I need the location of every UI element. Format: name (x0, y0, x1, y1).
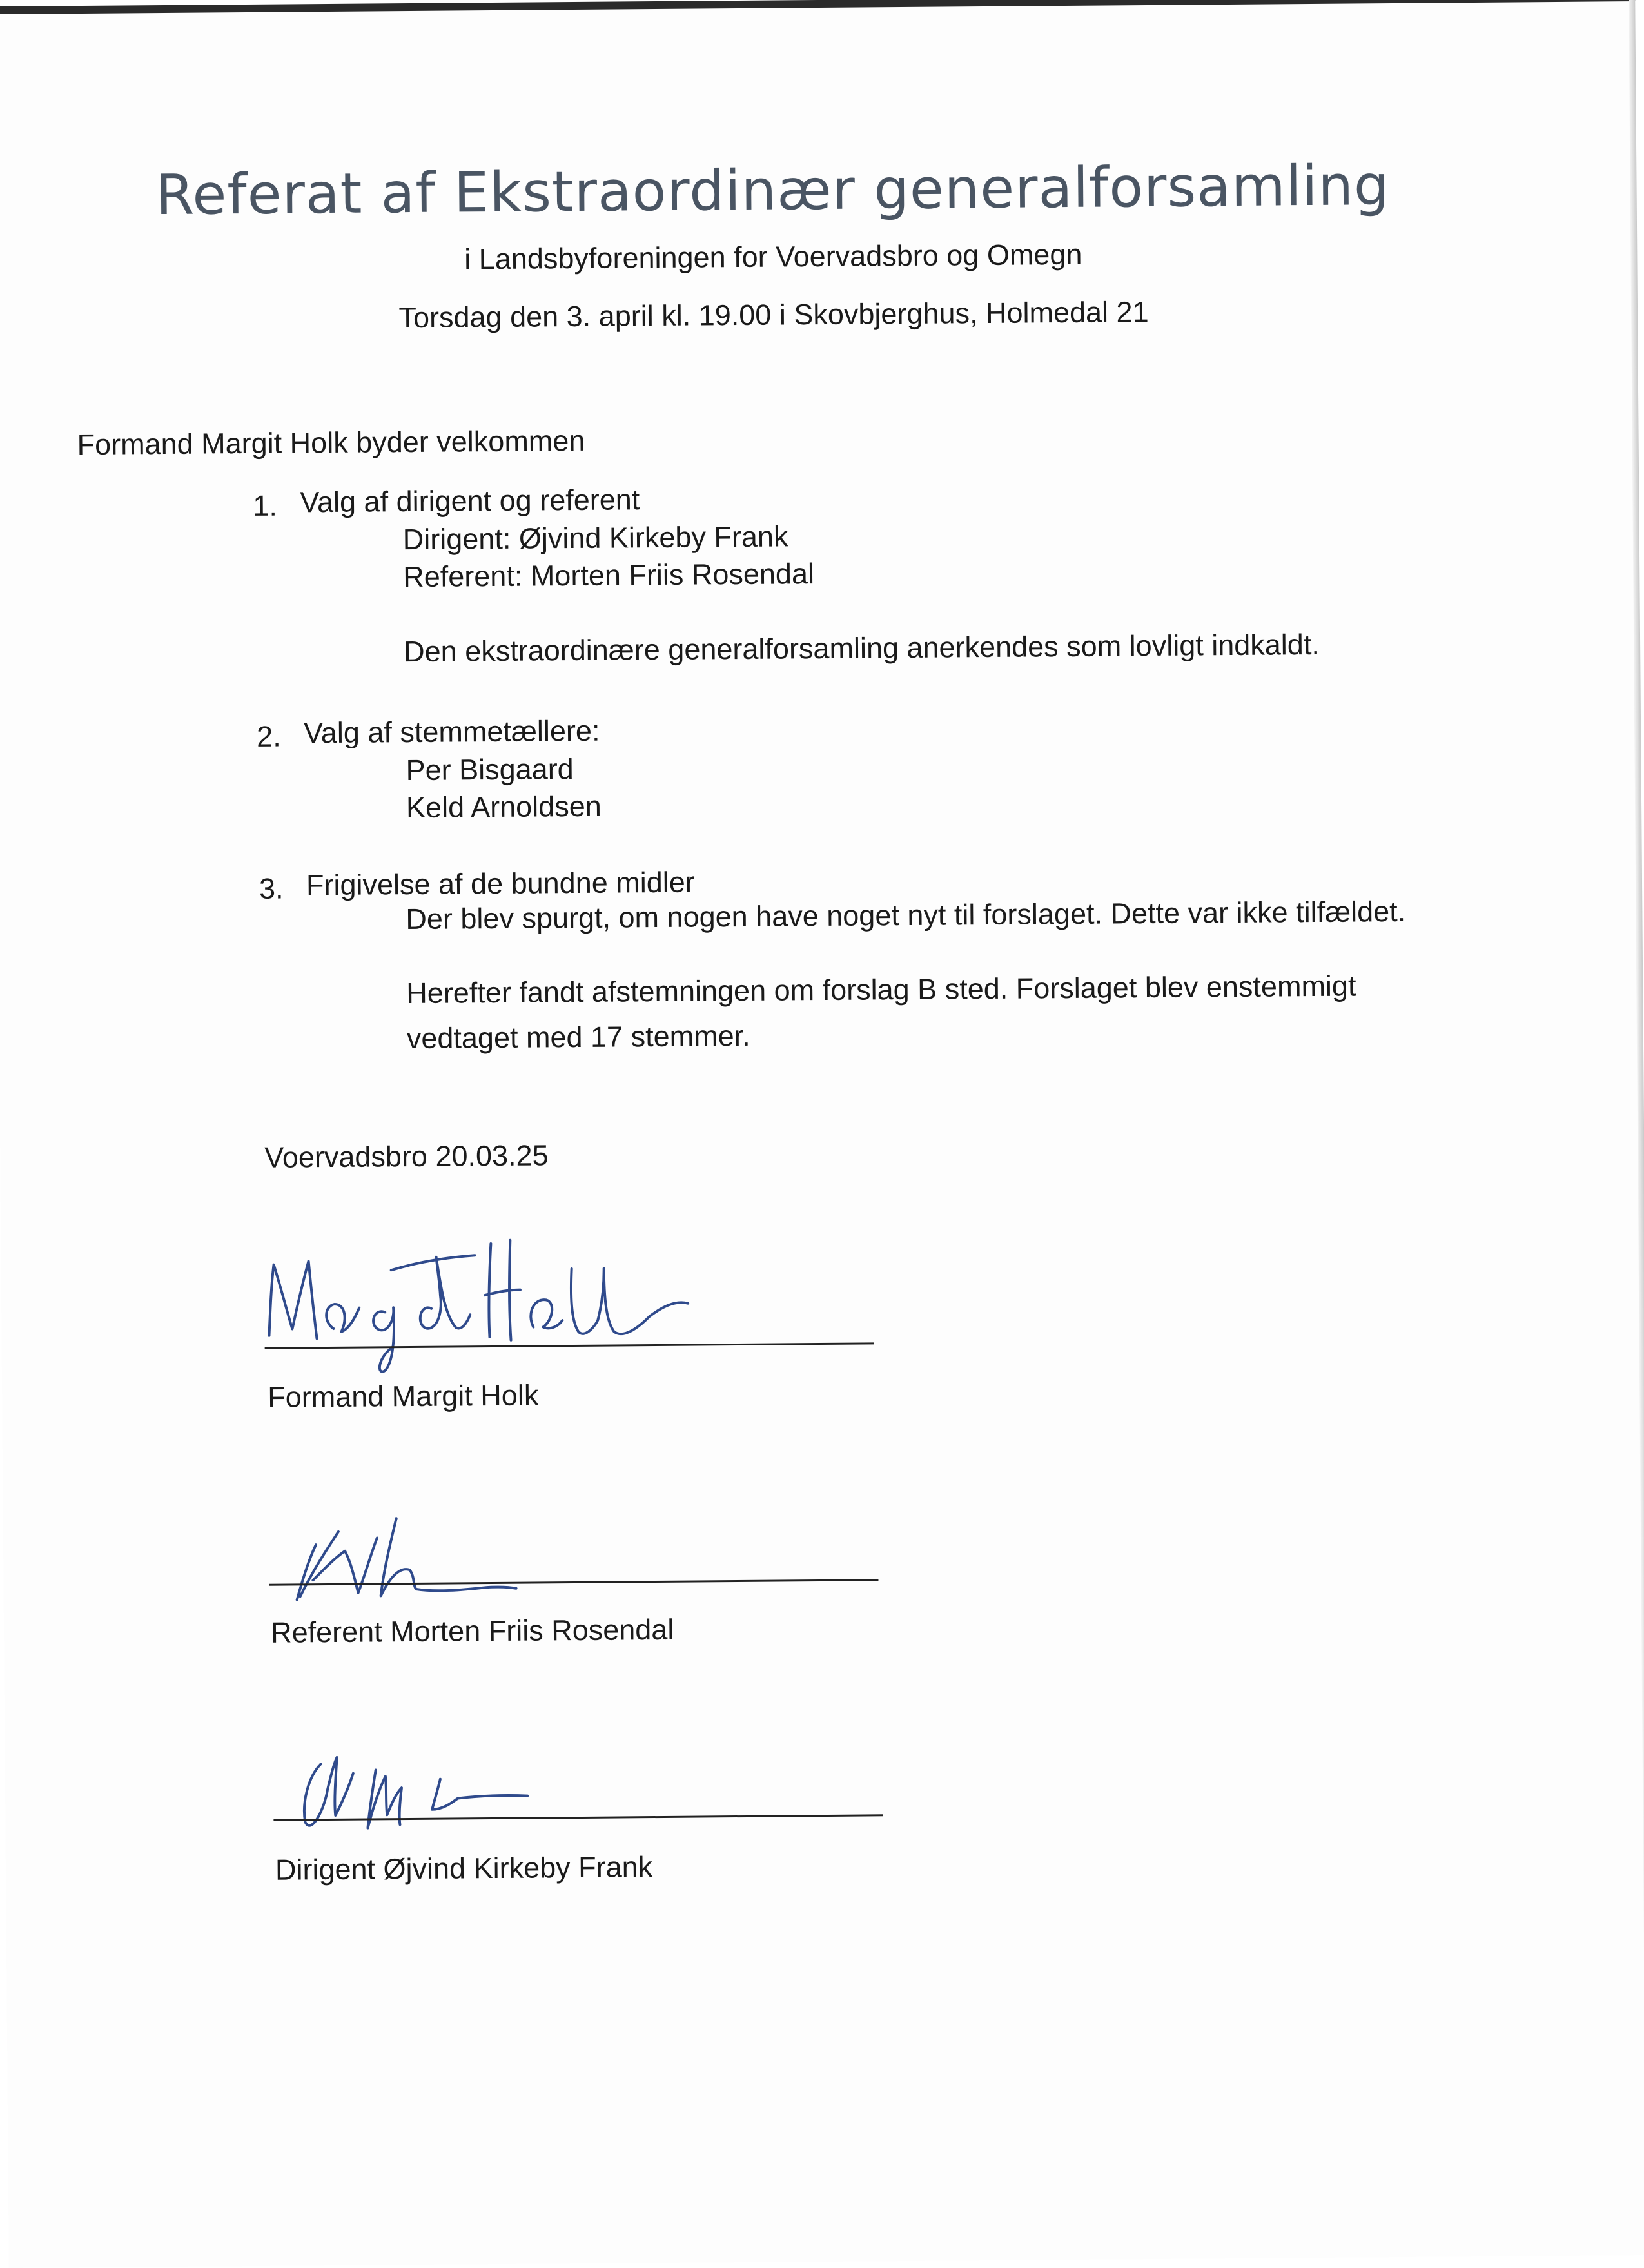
item-number: 3. (259, 872, 284, 905)
item-number: 1. (253, 489, 278, 522)
item-line: Der blev spurgt, om nogen have noget nyt til forslaget. Dette var ikke tilfældet. (406, 894, 1406, 936)
document-title: Referat af Ekstraordinær generalforsamling (155, 153, 1390, 228)
place-date: Voervadsbro 20.03.25 (264, 1139, 549, 1174)
scan-edge-top (0, 0, 1635, 14)
scan-edge-right (1629, 0, 1644, 2255)
signature-caption: Formand Margit Holk (268, 1378, 539, 1414)
item-line: Keld Arnoldsen (406, 789, 602, 825)
item-heading: Frigivelse af de bundne midler (306, 865, 695, 902)
item-line: Den ekstraordinære generalforsamling anerkendes som lovligt indkaldt. (403, 627, 1320, 669)
signature-caption: Dirigent Øjvind Kirkeby Frank (275, 1850, 653, 1886)
signature-dirigent (288, 1736, 579, 1842)
item-line: Herefter fandt afstemningen om forslag B sted. Forslaget blev enstemmigt (406, 969, 1356, 1010)
item-heading: Valg af dirigent og referent (300, 483, 640, 519)
welcome-line: Formand Margit Holk byder velkommen (77, 424, 585, 462)
signature-caption: Referent Morten Friis Rosendal (270, 1612, 674, 1649)
item-number: 2. (256, 719, 281, 753)
item-line: Referent: Morten Friis Rosendal (403, 557, 815, 594)
signature-formand (262, 1229, 701, 1380)
item-line: Dirigent: Øjvind Kirkeby Frank (402, 520, 788, 556)
meeting-date-line: Torsdag den 3. april kl. 19.00 i Skovbjerghus, Holmedal 21 (398, 295, 1149, 335)
item-line: vedtaget med 17 stemmer. (406, 1019, 750, 1055)
document-subtitle: i Landsbyforeningen for Voervadsbro og Omegn (464, 237, 1082, 276)
item-heading: Valg af stemmetællere: (303, 714, 600, 750)
item-line: Per Bisgaard (406, 752, 574, 787)
signature-referent (287, 1504, 578, 1610)
